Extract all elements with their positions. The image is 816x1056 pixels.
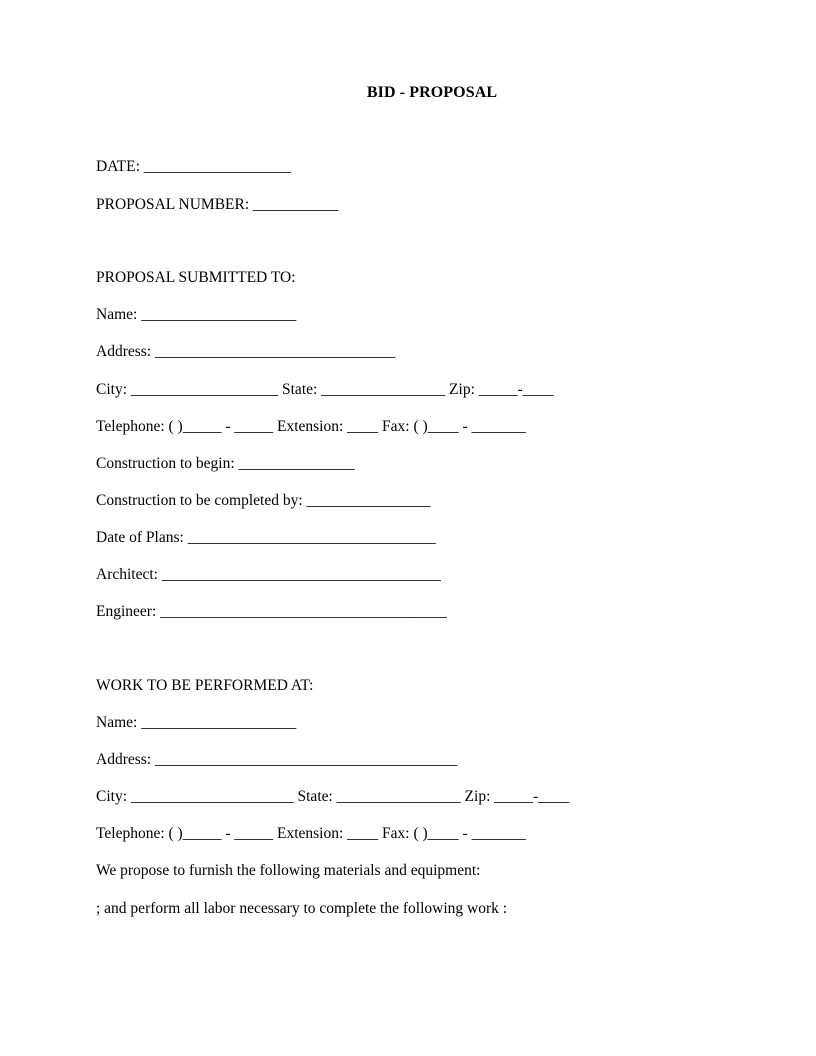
date-of-plans-field: Date of Plans: ________________________________ [96,529,436,546]
submitted-telephone-field: Telephone: ( )_____ - _____ Extension: ____ Fax: ( )____ - _______ [96,418,526,435]
work-at-heading: WORK TO BE PERFORMED AT: [96,677,314,694]
work-address-field: Address: _______________________________________ [96,751,458,768]
labor-statement: ; and perform all labor necessary to complete the following work : [96,900,508,917]
proposal-number-field: PROPOSAL NUMBER: ___________ [96,196,339,213]
submitted-name-field: Name: ____________________ [96,306,297,323]
work-city-state-zip-field: City: _____________________ State: ________________ Zip: _____-____ [96,788,570,805]
construction-begin-field: Construction to begin: _______________ [96,455,355,472]
work-name-field: Name: ____________________ [96,714,297,731]
architect-field: Architect: ____________________________________ [96,566,441,583]
materials-statement: We propose to furnish the following materials and equipment: [96,862,481,879]
engineer-field: Engineer: _____________________________________ [96,603,447,620]
work-telephone-field: Telephone: ( )_____ - _____ Extension: ____ Fax: ( )____ - _______ [96,825,526,842]
submitted-city-state-zip-field: City: ___________________ State: ________________ Zip: _____-____ [96,381,554,398]
submitted-to-heading: PROPOSAL SUBMITTED TO: [96,269,296,286]
date-field: DATE: ___________________ [96,158,292,175]
document-title: BID - PROPOSAL [366,84,498,101]
submitted-address-field: Address: _______________________________ [96,343,396,360]
construction-completed-field: Construction to be completed by: ________________ [96,492,431,509]
